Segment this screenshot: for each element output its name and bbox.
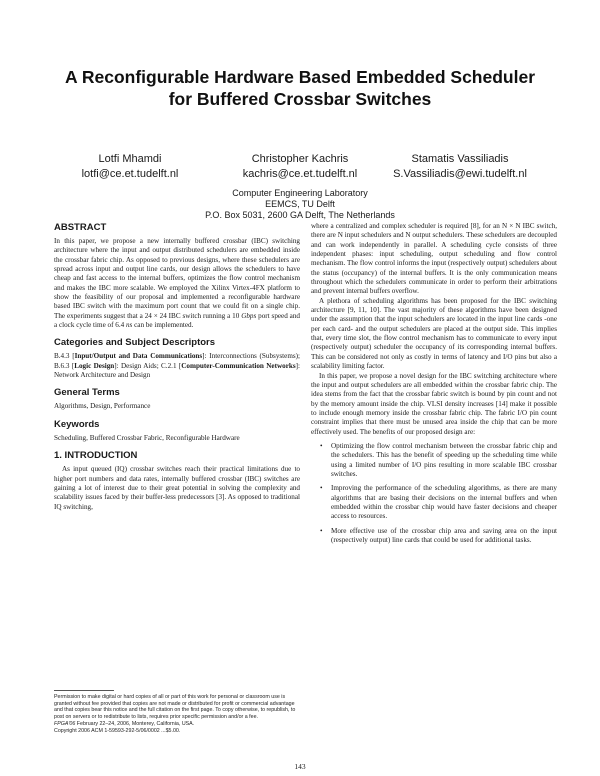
affiliation-address: P.O. Box 5031, 2600 GA Delft, The Netherlands xyxy=(205,210,395,220)
author-email: lotfi@ce.et.tudelft.nl xyxy=(81,168,179,180)
bullet-icon: • xyxy=(320,441,323,450)
bullet-icon: • xyxy=(320,526,323,535)
list-item: • Optimizing the flow control mechanism between the crossbar fabric chip and the schedulers. This has the benefit of speeding up the scheduling time while using a limited number of I/O pins resulting in more scalable IBC crossbar switches. xyxy=(320,441,557,478)
introduction-text-continued: where a centralized and complex scheduler is required [8], for an N × N IBC switch, there are N input schedulers and N output schedulers. These schedulers are decoupled and can work independently in parallel. A scheduling cycle consists of three independent phases: input scheduling, output scheduling and flow control mechanism. The flow control informs the input (respectively output) schedulers about the status (occupancy) of the internal buffers. It is the only communication means throughout which the schedulers communicate in order to perform their arbitrations and prevent internal buffers overflow. xyxy=(311,222,557,296)
author-block xyxy=(50,152,210,182)
permission-text: Permission to make digital or hard copies of all or part of this work for personal or classroom use is granted without fee provided that copies are not made or distributed for profit or commercial advantage and that copies bear this notice and the full citation on the first page. To copy otherwise, to republish, to post on servers or to redistribute to lists, requires prior specific permission and/or a fee. xyxy=(54,694,296,721)
author-block xyxy=(220,152,380,182)
introduction-heading: 1. INTRODUCTION xyxy=(54,450,138,462)
permission-notice xyxy=(54,694,300,734)
footnote-rule xyxy=(54,690,114,691)
introduction-paragraph-3: In this paper, we propose a novel design for the IBC switching architecture where the input and output schedulers are all embedded within the crossbar fabric chip. The idea stems from the fact that the crossbar fabric switch is bound by pin count and not by the memory amount inside the chip. VLSI density increases [14] make it possible to include enough memory inside the crossbar fabric chip. The fabric I/O pin count constraint implies that there must be unused area inside the chip that can be more effectively used. The benefits of our proposed design are: xyxy=(311,371,557,436)
page-number: 143 xyxy=(294,762,306,771)
author-name: Lotfi Mhamdi xyxy=(98,153,162,165)
list-item: • Improving the performance of the scheduling algorithms, as there are many algorithms that are basing their decisions on the internal buffers and when embedded within the crossbar chip would have faster decisions and cheaper access to resources. xyxy=(320,484,557,521)
general-terms-heading: General Terms xyxy=(54,387,120,399)
categories-text: B.4.3 [Input/Output and Data Communications]: Interconnections (Subsystems); B.6.3 [Logic Design]: Design Aids; C.2.1 [Computer-Communication Networks]: Network Architecture and Design xyxy=(54,352,301,380)
benefits-list xyxy=(311,442,557,545)
keywords-text: Scheduling, Buffered Crossbar Fabric, Reconfigurable Hardware xyxy=(54,433,240,442)
introduction-text-left: As input queued (IQ) crossbar switches reach their practical limitations due to higher port numbers and data rates, internally buffered crossbar (IBC) switches are gaining a lot of interest due to their great potential in solving the complexity and scalability issues faced by their buffer-less predecessors [3]. As opposed to traditional IQ switching, xyxy=(54,465,300,511)
affiliation xyxy=(0,188,600,221)
categories-heading: Categories and Subject Descriptors xyxy=(54,337,216,349)
general-terms-text: Algorithms, Design, Performance xyxy=(54,402,151,411)
list-item: • More effective use of the crossbar chip area and saving area on the input (respectively output) line cards that could be used for additional tasks. xyxy=(320,526,557,544)
title-line-2: for Buffered Crossbar Switches xyxy=(168,89,432,109)
right-column xyxy=(311,222,557,550)
affiliation-dept: EEMCS, TU Delft xyxy=(265,199,335,209)
introduction-paragraph-2: A plethora of scheduling algorithms has been proposed for the IBC switching architecture [9, 11, 10]. The vast majority of these algorithms have been designed under the assumption that the input schedulers are located in the input line cards -one per each card- and the output schedulers are placed at the output side. This implies that, every time slot, the flow control mechanism has to communicate to every input (respectively output) scheduler the occupancy of its corresponding internal buffers. This can be considered not only as costly in terms of latency and I/O pins but also a scalability limiting factor. xyxy=(311,296,557,371)
author-block xyxy=(370,152,550,182)
bullet-icon: • xyxy=(320,484,323,493)
abstract-text: In this paper, we propose a new internally buffered crossbar (IBC) switching architecture where the input and output distributed schedulers are embedded inside the crossbar fabric chip. As opposed to previous designs, where these schedulers are spread across input and output line cards, our design allows the schedulers to have cheap and fast access to the internal buffers, optimizes the flow control mechanism and makes the IBC more scalable. We employed the Xilinx Virtex-4FX platform to show the feasibility of our proposal and implemented a reconfigurable hardware based IBC switch with the maximum port count that we could fit on a single chip. The experiments suggest that a 24 × 24 IBC switch running a 10 Gbps port speed and a clock cycle time of 6.4 ns can be implemented. xyxy=(54,237,300,330)
affiliation-lab: Computer Engineering Laboratory xyxy=(232,188,368,198)
paper-title xyxy=(0,66,600,110)
author-email: S.Vassiliadis@ewi.tudelft.nl xyxy=(393,168,527,180)
keywords-heading: Keywords xyxy=(54,418,100,430)
author-name: Stamatis Vassiliadis xyxy=(411,153,509,165)
author-email: kachris@ce.et.tudelft.nl xyxy=(242,168,358,180)
venue-line: FPGA'06 February 22–24, 2006, Monterey, California, USA. xyxy=(54,720,195,727)
title-line-1: A Reconfigurable Hardware Based Embedded Scheduler xyxy=(64,67,536,87)
copyright-line: Copyright 2006 ACM 1-59593-292-5/06/0002 ...$5.00. xyxy=(54,727,181,734)
left-column xyxy=(54,222,300,512)
author-name: Christopher Kachris xyxy=(251,153,349,165)
abstract-heading: ABSTRACT xyxy=(54,222,107,233)
